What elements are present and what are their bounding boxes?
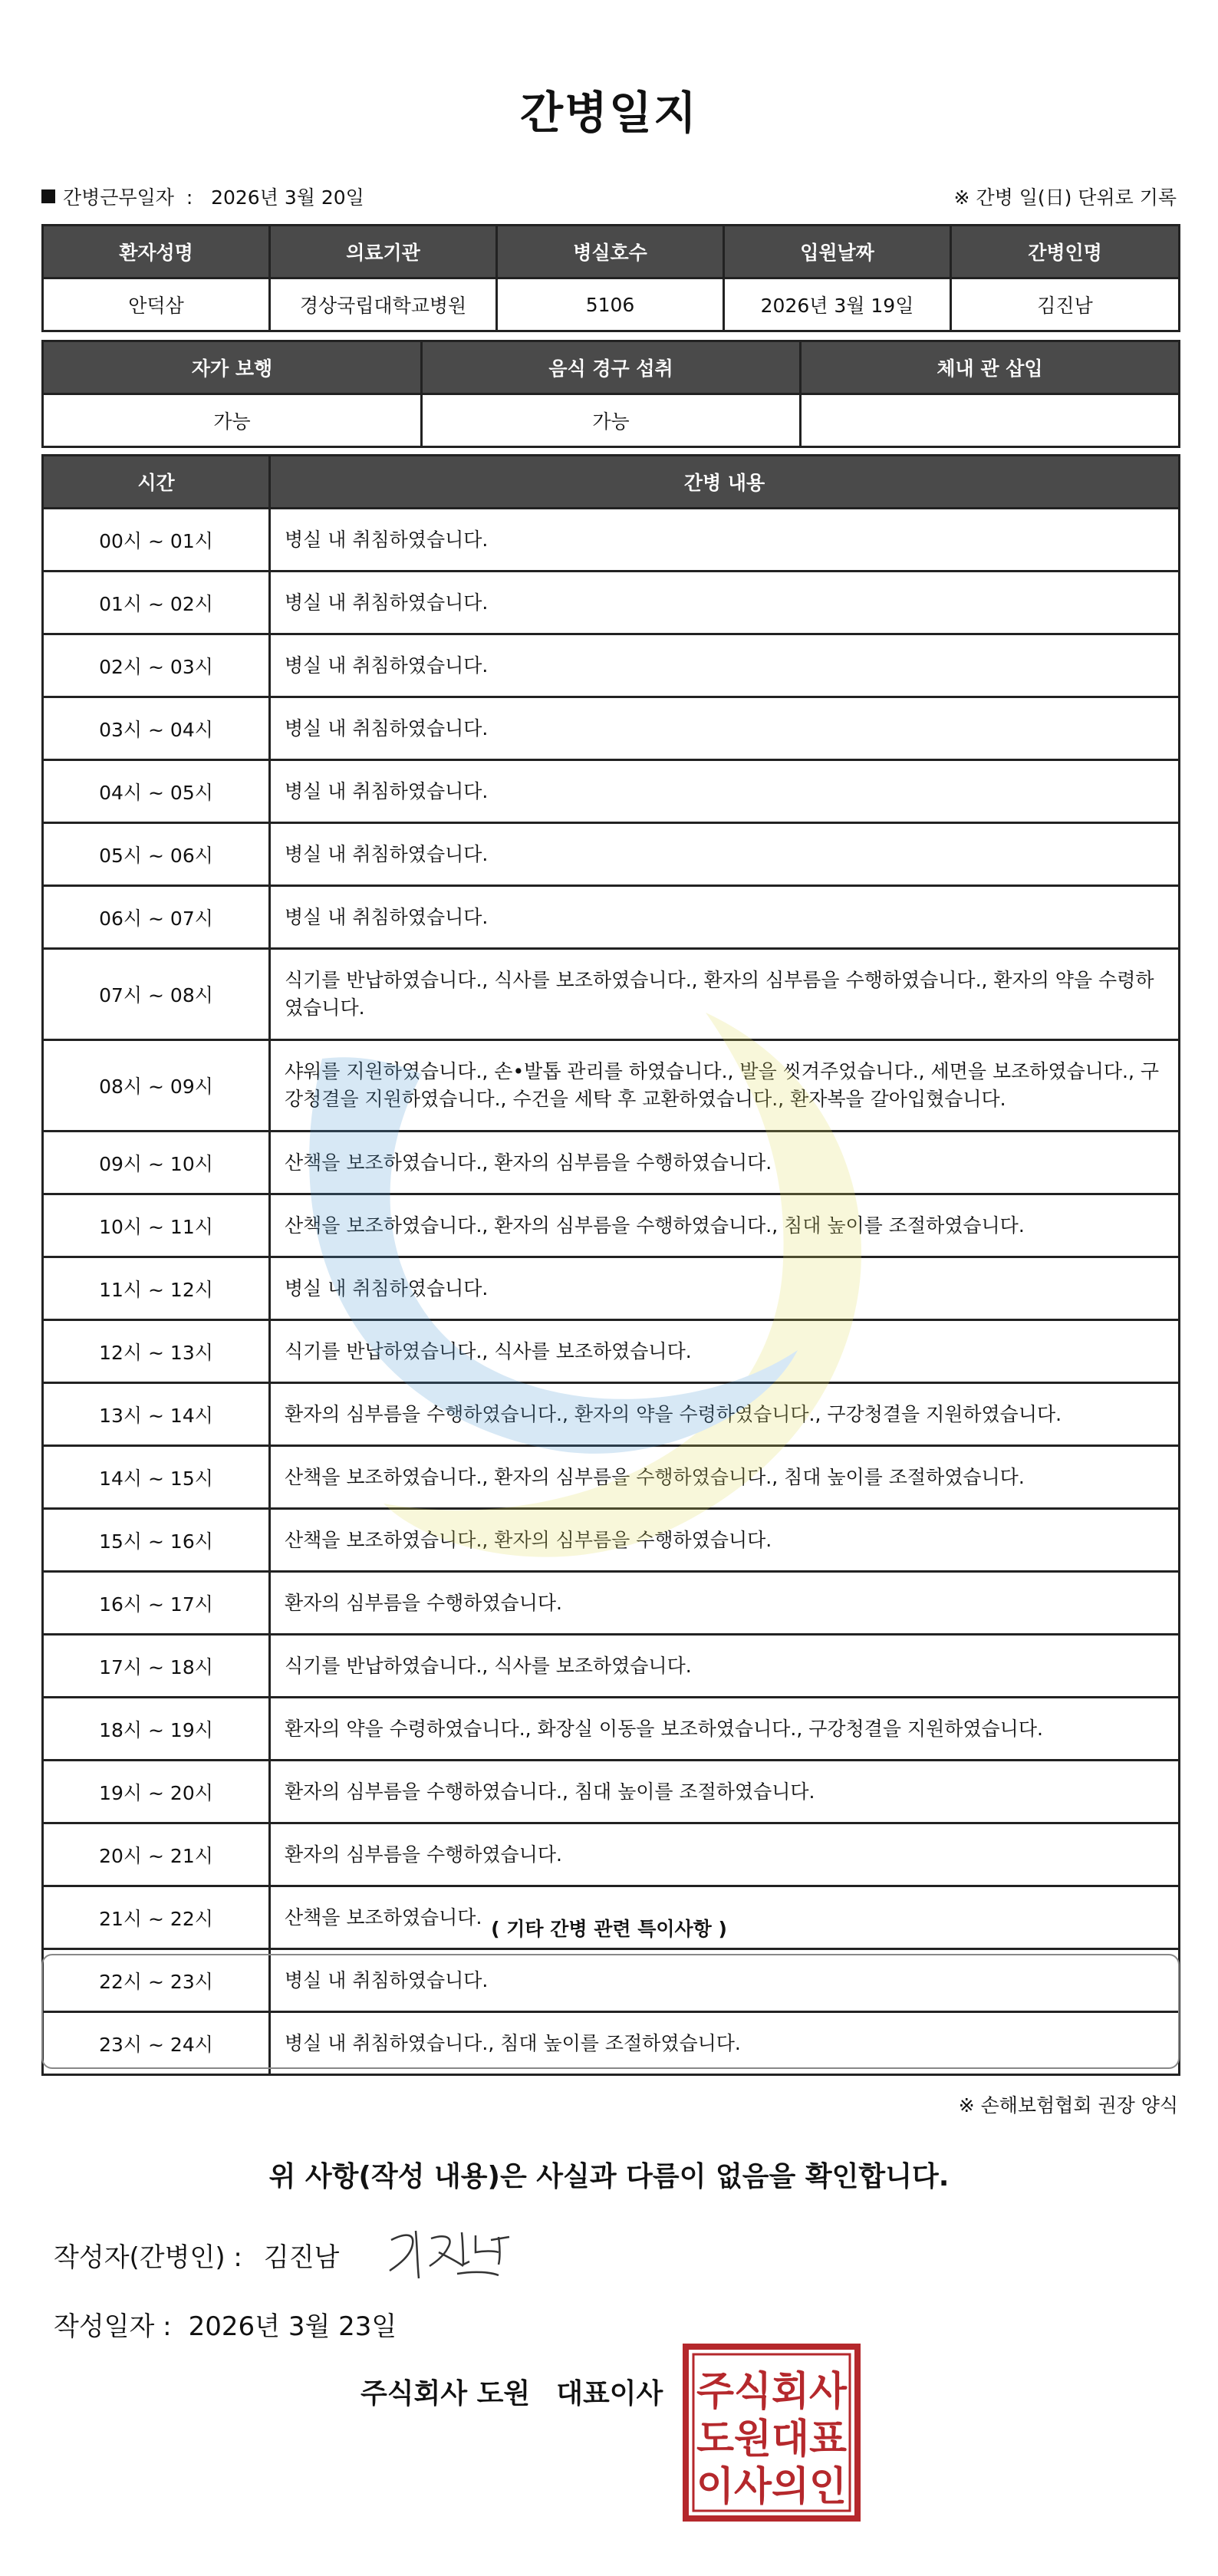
- log-row: [43, 509, 1180, 572]
- log-row: [43, 1635, 1180, 1698]
- admission-date: 2026년 3월 19일: [724, 278, 951, 331]
- seal-line-3: 이사의인: [696, 2464, 847, 2510]
- document-title: 간병일지: [519, 87, 699, 139]
- log-time: 14시 ~ 15시: [43, 1446, 270, 1509]
- written-date-label: 작성일자 :: [54, 2311, 172, 2342]
- written-date-value: 2026년 3월 23일: [188, 2311, 397, 2342]
- log-content: 환자의 심부름을 수행하였습니다.: [270, 1823, 1180, 1886]
- walking-status: 가능: [43, 394, 422, 447]
- work-date-row: [41, 183, 1177, 213]
- header-hospital: 의료기관: [270, 226, 497, 278]
- header-care-content: 간병 내용: [270, 456, 1180, 509]
- log-content: 환자의 약을 수령하였습니다., 화장실 이동을 보조하였습니다., 구강청결을 지원하였습니다.: [270, 1698, 1180, 1761]
- log-time: 00시 ~ 01시: [43, 509, 270, 572]
- hospital-name: 경상국립대학교병원: [270, 278, 497, 331]
- log-row: [43, 1698, 1180, 1761]
- log-content: 산책을 보조하였습니다.: [270, 1886, 1180, 1949]
- log-time: 13시 ~ 14시: [43, 1383, 270, 1446]
- log-time: 21시 ~ 22시: [43, 1886, 270, 1949]
- log-row: [43, 1446, 1180, 1509]
- header-time: 시간: [43, 456, 270, 509]
- log-time: 11시 ~ 12시: [43, 1257, 270, 1320]
- log-row: [43, 1823, 1180, 1886]
- log-time: 16시 ~ 17시: [43, 1572, 270, 1635]
- patient-info-table: [41, 224, 1180, 332]
- log-content: 환자의 심부름을 수행하였습니다.: [270, 1572, 1180, 1635]
- log-row: [43, 1761, 1180, 1823]
- log-row: [43, 1383, 1180, 1446]
- log-row: [43, 1509, 1180, 1572]
- log-row: [43, 1132, 1180, 1194]
- log-content: 식기를 반납하였습니다., 식사를 보조하였습니다., 환자의 심부름을 수행하였습니다., 환자의 약을 수령하였습니다.: [270, 949, 1180, 1040]
- caregiver-name: 김진남: [951, 278, 1180, 331]
- log-time: 10시 ~ 11시: [43, 1194, 270, 1257]
- log-content: 병실 내 취침하였습니다.: [270, 1949, 1180, 2012]
- log-content: 병실 내 취침하였습니다.: [270, 823, 1180, 886]
- log-time: 03시 ~ 04시: [43, 697, 270, 760]
- log-content: 산책을 보조하였습니다., 환자의 심부름을 수행하였습니다., 침대 높이를 조절하였습니다.: [270, 1446, 1180, 1509]
- log-row: [43, 697, 1180, 760]
- work-date-value: 2026년 3월 20일: [211, 186, 364, 209]
- info-header-row: [43, 226, 1180, 278]
- company-signature-line: [360, 2372, 663, 2411]
- company-name: 주식회사 도원: [360, 2378, 531, 2410]
- log-row: [43, 1257, 1180, 1320]
- status-header-row: [43, 341, 1180, 394]
- log-time: 09시 ~ 10시: [43, 1132, 270, 1194]
- writer-row: [54, 2236, 339, 2274]
- log-row: [43, 1040, 1180, 1132]
- patient-name: 안덕삼: [43, 278, 270, 331]
- work-date-label: 간병근무일자: [63, 186, 174, 209]
- log-content: 병실 내 취침하였습니다.: [270, 1257, 1180, 1320]
- log-row: [43, 949, 1180, 1040]
- notes-title: ( 기타 간병 관련 특이사항 ): [491, 1918, 727, 1940]
- log-content: 병실 내 취침하였습니다.: [270, 634, 1180, 697]
- log-time: 19시 ~ 20시: [43, 1761, 270, 1823]
- log-content: 병실 내 취침하였습니다.: [270, 697, 1180, 760]
- work-date-sep: :: [186, 186, 193, 209]
- written-date-row: [54, 2305, 397, 2343]
- log-row: [43, 760, 1180, 823]
- log-content: 식기를 반납하였습니다., 식사를 보조하였습니다.: [270, 1635, 1180, 1698]
- log-content: 병실 내 취침하였습니다.: [270, 572, 1180, 634]
- log-content: 병실 내 취침하였습니다.: [270, 760, 1180, 823]
- log-rows: [43, 509, 1180, 2075]
- log-row: [43, 823, 1180, 886]
- seal-line-1: 주식회사: [696, 2369, 848, 2415]
- log-time: 23시 ~ 24시: [43, 2012, 270, 2075]
- header-patient-name: 환자성명: [43, 226, 270, 278]
- company-seal-stamp: [683, 2344, 861, 2522]
- header-oral-intake: 음식 경구 섭취: [422, 341, 801, 394]
- header-admission-date: 입원날짜: [724, 226, 951, 278]
- info-value-row: [43, 278, 1180, 331]
- handwritten-signature: [384, 2217, 522, 2286]
- log-content: 샤워를 지원하였습니다., 손•발톱 관리를 하였습니다., 발을 씻겨주었습니다., 세면을 보조하였습니다., 구강청결을 지원하였습니다., 수건을 세탁 후 교환하였습니다., 환자복을 갈아입혔습니다.: [270, 1040, 1180, 1132]
- log-content: 산책을 보조하였습니다., 환자의 심부름을 수행하였습니다., 침대 높이를 조절하였습니다.: [270, 1194, 1180, 1257]
- log-content: 환자의 심부름을 수행하였습니다., 침대 높이를 조절하였습니다.: [270, 1761, 1180, 1823]
- room-number: 5106: [497, 278, 724, 331]
- writer-label: 작성자(간병인) :: [54, 2242, 242, 2273]
- log-content: 산책을 보조하였습니다., 환자의 심부름을 수행하였습니다.: [270, 1509, 1180, 1572]
- square-bullet-icon: [41, 189, 55, 203]
- oral-intake-status: 가능: [422, 394, 801, 447]
- log-row: [43, 1572, 1180, 1635]
- header-tube: 체내 관 삽입: [801, 341, 1180, 394]
- notes-box: [41, 1954, 1180, 2069]
- log-header-row: [43, 456, 1180, 509]
- care-log-table: [41, 454, 1180, 2076]
- work-date: [41, 183, 364, 210]
- log-time: 04시 ~ 05시: [43, 760, 270, 823]
- log-row: [43, 634, 1180, 697]
- log-content: 식기를 반납하였습니다., 식사를 보조하였습니다.: [270, 1320, 1180, 1383]
- seal-line-2: 도원대표: [696, 2416, 847, 2462]
- header-walking: 자가 보행: [43, 341, 422, 394]
- log-time: 06시 ~ 07시: [43, 886, 270, 949]
- log-row: [43, 572, 1180, 634]
- patient-status-table: [41, 340, 1180, 448]
- log-time: 15시 ~ 16시: [43, 1509, 270, 1572]
- log-time: 12시 ~ 13시: [43, 1320, 270, 1383]
- form-note: ※ 손해보험협회 권장 양식: [958, 2094, 1178, 2116]
- log-time: 20시 ~ 21시: [43, 1823, 270, 1886]
- status-value-row: [43, 394, 1180, 447]
- log-time: 01시 ~ 02시: [43, 572, 270, 634]
- writer-name: 김진남: [263, 2242, 340, 2273]
- log-content: 환자의 심부름을 수행하였습니다., 환자의 약을 수령하였습니다., 구강청결을 지원하였습니다.: [270, 1383, 1180, 1446]
- log-time: 18시 ~ 19시: [43, 1698, 270, 1761]
- company-representative: 대표이사: [556, 2378, 663, 2410]
- log-content: 병실 내 취침하였습니다., 침대 높이를 조절하였습니다.: [270, 2012, 1180, 2075]
- log-time: 02시 ~ 03시: [43, 634, 270, 697]
- log-content: 병실 내 취침하였습니다.: [270, 886, 1180, 949]
- header-caregiver: 간병인명: [951, 226, 1180, 278]
- log-time: 07시 ~ 08시: [43, 949, 270, 1040]
- confirmation-text: 위 사항(작성 내용)은 사실과 다름이 없음을 확인합니다.: [268, 2161, 950, 2192]
- log-row: [43, 886, 1180, 949]
- log-row: [43, 1320, 1180, 1383]
- log-time: 17시 ~ 18시: [43, 1635, 270, 1698]
- log-content: 병실 내 취침하였습니다.: [270, 509, 1180, 572]
- log-time: 08시 ~ 09시: [43, 1040, 270, 1132]
- log-time: 05시 ~ 06시: [43, 823, 270, 886]
- log-content: 산책을 보조하였습니다., 환자의 심부름을 수행하였습니다.: [270, 1132, 1180, 1194]
- log-row: [43, 1194, 1180, 1257]
- log-time: 22시 ~ 23시: [43, 1949, 270, 2012]
- unit-note: ※ 간병 일(日) 단위로 기록: [953, 186, 1177, 209]
- header-room: 병실호수: [497, 226, 724, 278]
- tube-status: [801, 394, 1180, 447]
